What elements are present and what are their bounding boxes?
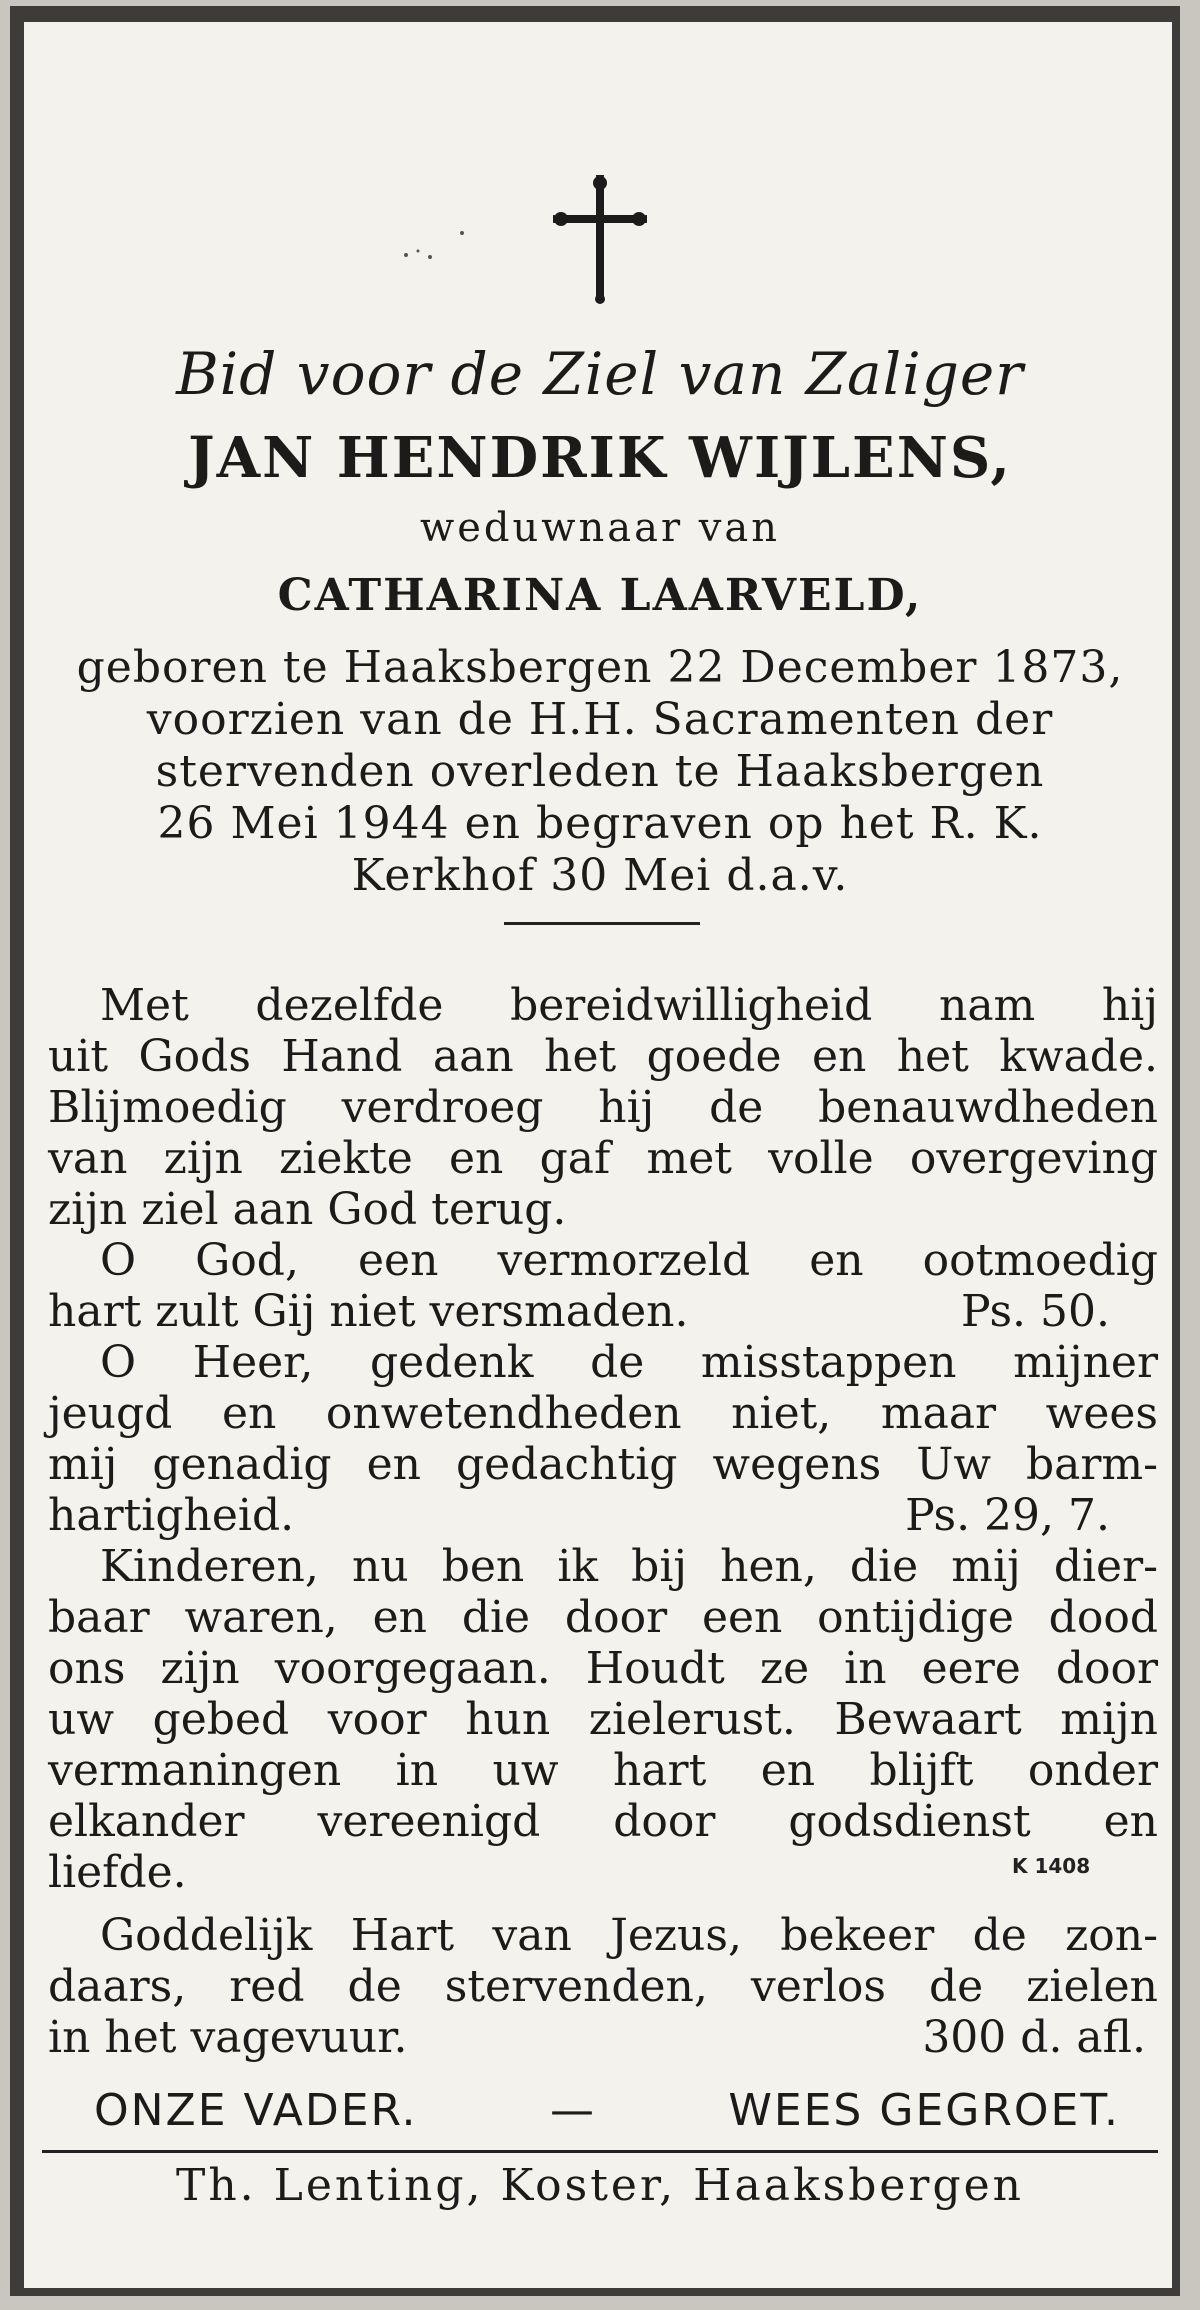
indulgence-note: 300 d. afl. [922, 2012, 1146, 2063]
prayer-line: daars, red de stervenden, verlos de zielen [48, 1961, 1158, 2012]
body-text [48, 980, 1158, 1898]
printer-credit: Th. Lenting, Koster, Haaksbergen [176, 2160, 1024, 2211]
body-line: zijn ziel aan God terug. [48, 1184, 567, 1235]
prayer-line: Goddelijk Hart van Jezus, bekeer de zon- [100, 1910, 1158, 1961]
body-line: Blijmoedig verdroeg hij de benauwdheden [48, 1082, 1158, 1133]
divider [504, 922, 700, 925]
bio-line: Kerkhof 30 Mei d.a.v. [351, 850, 849, 901]
hail-mary: WEES GEGROET. [728, 2085, 1120, 2136]
body-line: O God, een vermorzeld en ootmoedig [100, 1235, 1158, 1286]
body-line: uit Gods Hand aan het goede en het kwade. [48, 1031, 1158, 1082]
relation-text: weduwnaar van [419, 505, 780, 551]
prayer-line: in het vagevuur. [48, 2012, 408, 2063]
body-line: O Heer, gedenk de misstappen mijner [100, 1337, 1158, 1388]
prayer-intro: Bid voor de Ziel van Zaliger [176, 340, 1024, 408]
print-code: K 1408 [1012, 1854, 1091, 1878]
bio-line: geboren te Haaksbergen 22 December 1873, [76, 642, 1124, 693]
scripture-ref: Ps. 50. [961, 1286, 1110, 1337]
bio-line: stervenden overleden te Haaksbergen [155, 746, 1045, 797]
body-line-with-ref [48, 1286, 1158, 1337]
body-line: hart zult Gij niet versmaden. [48, 1286, 689, 1337]
body-line: vermaningen in uw hart en blijft onder [48, 1745, 1158, 1796]
body-line: Met dezelfde bereidwilligheid nam hij [100, 980, 1158, 1031]
closing-prayers [94, 2085, 1120, 2136]
scripture-ref: Ps. 29, 7. [905, 1490, 1110, 1541]
body-line: elkander vereenigd door godsdienst en [48, 1796, 1158, 1847]
body-line-with-ref [48, 1490, 1158, 1541]
body-line: uw gebed voor hun zielerust. Bewaart mijn [48, 1694, 1158, 1745]
body-line: Kinderen, nu ben ik bij hen, die mij dier- [100, 1541, 1158, 1592]
body-line: baar waren, en die door een ontijdige dood [48, 1592, 1158, 1643]
indulgence-prayer [48, 1910, 1158, 2063]
cross-icon [553, 175, 647, 305]
prayer-last-line [48, 2012, 1158, 2063]
em-dash: — [549, 2085, 596, 2136]
biography [0, 642, 1200, 902]
footer-divider [42, 2150, 1158, 2153]
ink-specks [400, 225, 470, 265]
body-line: jeugd en onwetendheden niet, maar wees [48, 1388, 1158, 1439]
body-line: mij genadig en gedachtig wegens Uw barm- [48, 1439, 1158, 1490]
body-line: van zijn ziekte en gaf met volle overgeving [48, 1133, 1158, 1184]
body-line: ons zijn voorgegaan. Houdt ze in eere door [48, 1643, 1158, 1694]
body-line: liefde. [48, 1847, 187, 1898]
bio-line: voorzien van de H.H. Sacramenten der [146, 694, 1054, 745]
body-line: hartigheid. [48, 1490, 295, 1541]
deceased-name: JAN HENDRIK WIJLENS, [188, 425, 1012, 491]
our-father: ONZE VADER. [94, 2085, 418, 2136]
spouse-name: CATHARINA LAARVELD, [277, 570, 923, 621]
bio-line: 26 Mei 1944 en begraven op het R. K. [157, 798, 1043, 849]
